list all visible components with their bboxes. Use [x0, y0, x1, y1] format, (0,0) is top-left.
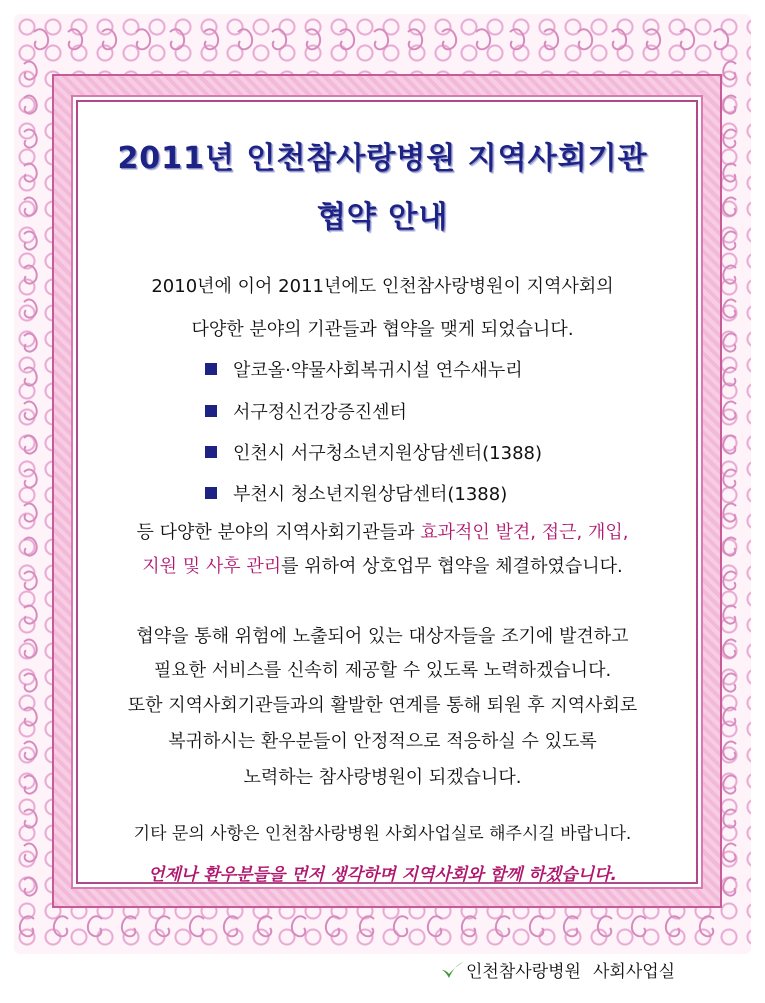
swirl-ornament — [224, 916, 238, 936]
swirl-ornament — [428, 916, 442, 936]
purpose-highlight: 효과적인 발견, 접근, 개입, — [420, 522, 629, 543]
swirl-ornament — [24, 844, 37, 862]
swirl-ornament — [700, 916, 714, 936]
swirl-ornament — [723, 844, 736, 862]
swirl-ornament — [723, 368, 736, 386]
footer-department: 사회사업실 — [592, 962, 676, 982]
square-bullet-icon — [205, 487, 217, 499]
swirl-ornament — [564, 916, 578, 936]
intro-line-1: 2010년에 이어 2011년에도 인천참사랑병원이 지역사회의 — [151, 276, 614, 297]
body-line: 노력하는 참사랑병원이 되겠습니다. — [243, 767, 522, 788]
swirl-ornament — [723, 470, 736, 488]
square-bullet-icon — [205, 363, 217, 375]
swirl-ornament — [54, 916, 68, 936]
swirl-ornament — [723, 402, 736, 420]
purpose-text: 등 다양한 분야의 지역사회기관들과 — [136, 522, 421, 543]
swirl-ornament — [598, 916, 612, 936]
purpose-text: 를 위하여 상호업무 협약을 체결하였습니다. — [281, 556, 623, 577]
body-line: 또한 지역사회기관들과의 활발한 연계를 통해 퇴원 후 지역사회로 — [127, 695, 638, 716]
swirl-ornament — [306, 29, 320, 49]
swirl-ornament — [88, 916, 102, 936]
swirl-ornament — [24, 470, 37, 488]
swirl-ornament — [24, 96, 37, 114]
swirl-ornament — [646, 29, 660, 49]
swirl-ornament — [24, 368, 37, 386]
institution-item: 알코올·약물사회복귀시설 연수새누리 — [205, 356, 523, 382]
swirl-ornament — [578, 29, 592, 49]
swirl-ornament — [714, 29, 728, 49]
swirl-ornament — [496, 916, 510, 936]
square-bullet-icon — [205, 405, 217, 417]
swirl-ornament — [24, 62, 37, 80]
swirl-ornament — [510, 29, 524, 49]
swirl-ornament — [272, 29, 286, 49]
inquiry-text: 기타 문의 사항은 인천참사랑병원 사회사업실로 해주시길 바랍니다. — [133, 824, 632, 844]
swirl-ornament — [24, 436, 37, 454]
swirl-ornament — [360, 916, 374, 936]
swirl-ornament — [204, 29, 218, 49]
swirl-ornament — [24, 606, 37, 624]
swirl-ornament — [122, 916, 136, 936]
page-title: 2011년 인천참사랑병원 지역사회기관 — [117, 141, 648, 176]
swirl-ornament — [156, 916, 170, 936]
swirl-ornament — [544, 29, 558, 49]
swirl-ornament — [340, 29, 354, 49]
closing-message: 언제나 환우분들을 먼저 생각하며 지역사회와 함께 하겠습니다. — [148, 865, 617, 885]
institution-item: 서구정신건강증진센터 — [205, 398, 407, 424]
swirl-ornament — [530, 916, 544, 936]
footer-signature — [440, 957, 675, 982]
body-line: 필요한 서비스를 신속히 제공할 수 있도록 노력하겠습니다. — [153, 660, 612, 681]
swirl-ornament — [68, 29, 82, 49]
swirl-ornament — [723, 62, 736, 80]
swirl-ornament — [632, 916, 646, 936]
intro-line-2: 다양한 분야의 기관들과 협약을 맺게 되었습니다. — [191, 319, 574, 340]
body-line: 복귀하시는 환우분들이 안정적으로 적응하실 수 있도록 — [168, 731, 597, 752]
square-bullet-icon — [205, 446, 217, 458]
swirl-ornament — [34, 29, 48, 49]
swirl-ornament — [374, 29, 388, 49]
swirl-ornament — [394, 916, 408, 936]
check-swoosh-icon — [440, 960, 464, 980]
swirl-ornament — [20, 916, 34, 936]
swirl-ornament — [723, 436, 736, 454]
purpose-highlight: 지원 및 사후 관리 — [142, 556, 282, 577]
swirl-ornament — [24, 402, 37, 420]
purpose-line-2 — [0, 552, 765, 578]
swirl-ornament — [190, 916, 204, 936]
body-line: 협약을 통해 위험에 노출되어 있는 대상자들을 조기에 발견하고 — [136, 626, 629, 647]
swirl-ornament — [476, 29, 490, 49]
swirl-ornament — [292, 916, 306, 936]
swirl-ornament — [442, 29, 456, 49]
page-subtitle: 협약 안내 — [316, 200, 449, 235]
institution-item: 부천시 청소년지원상담센터(1388) — [205, 480, 507, 506]
swirl-ornament — [258, 916, 272, 936]
swirl-ornament — [102, 29, 116, 49]
swirl-ornament — [170, 29, 184, 49]
swirl-ornament — [666, 916, 680, 936]
swirl-ornament — [326, 916, 340, 936]
swirl-ornament — [723, 96, 736, 114]
swirl-ornament — [462, 916, 476, 936]
swirl-ornament — [723, 606, 736, 624]
institution-item: 인천시 서구청소년지원상담센터(1388) — [205, 439, 542, 465]
swirl-ornament — [612, 29, 626, 49]
footer-hospital-name: 인천참사랑병원 — [466, 962, 581, 982]
purpose-line-1 — [0, 518, 765, 544]
swirl-ornament — [238, 29, 252, 49]
swirl-ornament — [136, 29, 150, 49]
swirl-ornament — [408, 29, 422, 49]
swirl-ornament — [680, 29, 694, 49]
